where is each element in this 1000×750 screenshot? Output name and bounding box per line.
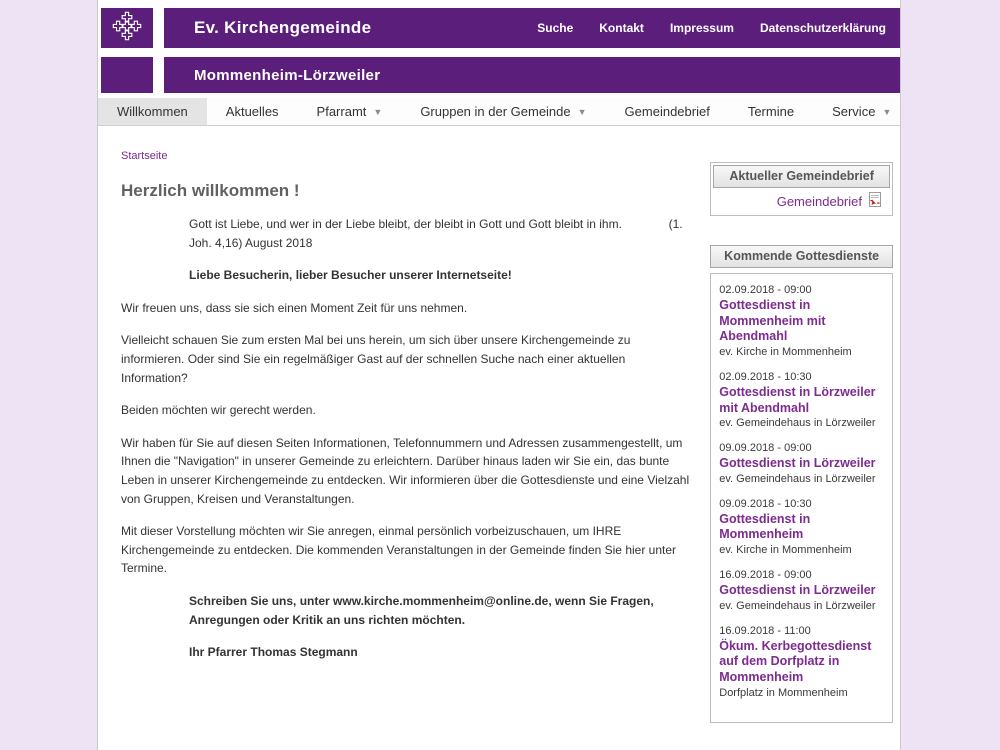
- nav-item-label: Pfarramt: [316, 104, 367, 119]
- service-date: 09.09.2018 - 09:00: [719, 442, 812, 455]
- church-logo[interactable]: [101, 8, 153, 48]
- nav-item-gruppen[interactable]: [401, 98, 605, 125]
- nav-item-aktuelles[interactable]: [207, 98, 298, 125]
- nav-item-label: Service: [832, 104, 876, 119]
- service-title-link[interactable]: Gottesdienst in Lörzweiler mit Abendmahl: [719, 384, 876, 415]
- services-list: [710, 273, 893, 723]
- chevron-down-icon: ▼: [373, 106, 383, 117]
- newsletter-link-row: [713, 188, 890, 213]
- header-row-1: [101, 8, 900, 48]
- paragraph: Wir freuen uns, dass sie sich einen Moment Zeit für uns nehmen.: [121, 300, 468, 315]
- main-nav: [98, 98, 900, 126]
- service-date: 02.09.2018 - 09:00: [719, 284, 812, 296]
- content-area: [98, 126, 900, 723]
- nav-item-service[interactable]: [813, 98, 910, 125]
- top-link-kontakt[interactable]: Kontakt: [599, 21, 644, 35]
- breadcrumb: [121, 146, 690, 164]
- service-title-link[interactable]: Gottesdienst in Mommenheim mit Abendmahl: [719, 298, 826, 344]
- service-title-link[interactable]: Ökum. Kerbegottesdienst auf dem Dorfplatz in Mommenheim: [719, 638, 872, 684]
- top-link-suche[interactable]: Suche: [537, 21, 574, 35]
- pdf-icon[interactable]: [868, 192, 882, 210]
- nav-item-label: Gruppen in der Gemeinde: [420, 104, 571, 119]
- nav-item-label: Gemeindebrief: [624, 104, 710, 119]
- paragraph: Vielleicht schauen Sie zum ersten Mal bei uns herein, um sich über unsere Kirchengemeinde zu informieren. Oder sind Sie ein regelmäßiger Gast auf der schnellen Suche nach einer aktuellen Information?: [121, 333, 631, 385]
- service-item: [719, 625, 884, 699]
- nav-item-termine[interactable]: [729, 98, 813, 125]
- nav-item-gemeindebrief[interactable]: [606, 98, 729, 125]
- paragraph: Ihr Pfarrer Thomas Stegmann: [189, 645, 358, 660]
- header-divider: [153, 8, 164, 48]
- service-item: [719, 498, 884, 556]
- newsletter-box-title: Aktueller Gemeindebrief: [713, 165, 890, 188]
- paragraph: Liebe Besucherin, lieber Besucher unserer Internetseite!: [189, 268, 512, 283]
- header-row-2: [101, 57, 900, 93]
- service-location: Dorfplatz in Mommenheim: [719, 686, 848, 699]
- paragraph: Gott ist Liebe, und wer in der Liebe bleibt, der bleibt in Gott und Gott bleibt in ihm. (1. Joh. 4,16) August 2018: [189, 217, 686, 250]
- sidebar: [710, 162, 893, 723]
- service-location: ev. Kirche in Mommenheim: [719, 544, 852, 556]
- site-subtitle: Mommenheim-Lörzweiler: [194, 66, 381, 84]
- nav-item-label: Termine: [747, 104, 795, 119]
- service-title-link[interactable]: Gottesdienst in Lörzweiler: [719, 583, 876, 597]
- service-item: [719, 569, 884, 612]
- service-location: ev. Kirche in Mommenheim: [719, 345, 852, 358]
- header-title-band: [164, 8, 900, 48]
- service-item: [719, 371, 884, 429]
- nav-item-pfarramt[interactable]: [298, 98, 402, 125]
- chevron-down-icon: ▼: [577, 106, 587, 117]
- ekd-cross-icon: [110, 9, 144, 48]
- service-location: ev. Gemeindehaus in Lörzweiler: [719, 599, 876, 612]
- services-box-title: Kommende Gottesdienste: [710, 245, 893, 268]
- top-link-impressum[interactable]: Impressum: [669, 21, 734, 35]
- service-item: [719, 442, 884, 485]
- header-subtitle-band: [164, 57, 900, 93]
- paragraph: Mit dieser Vorstellung möchten wir Sie anregen, einmal persönlich vorbeizuschauen, um IHRE Kirchengemeinde zu entdecken. Die kommenden Veranstaltungen in der Gemeinde finden Sie hier unter Termine.: [121, 524, 677, 576]
- paragraph: Beiden möchten wir gerecht werden.: [121, 403, 316, 418]
- breadcrumb-startseite[interactable]: Startseite: [121, 150, 168, 162]
- site-title: Ev. Kirchengemeinde: [194, 18, 372, 37]
- nav-item-willkommen[interactable]: [98, 98, 207, 125]
- header-divider: [153, 57, 164, 93]
- main-column: [121, 146, 690, 723]
- paragraph: Wir haben für Sie auf diesen Seiten Informationen, Telefonnummern und Adressen zusammengestellt, um Ihnen die "Navigation" in unserer Gemeinde zu erleichtern. Darüber hinaus laden wir Sie ein, das bunte Leben in unserer Kirchengemeinde zu entdecken. Wir informieren über die Gottesdienste und eine Vielzahl von Gruppen, Kreisen und Veranstaltungen.: [121, 435, 690, 506]
- service-date: 02.09.2018 - 10:30: [719, 370, 812, 383]
- service-title-link[interactable]: Gottesdienst in Mommenheim: [719, 511, 811, 542]
- top-link-datenschutz[interactable]: Datenschutzerklärung: [759, 21, 886, 35]
- paragraph: Schreiben Sie uns, unter www.kirche.mommenheim@online.de, wenn Sie Fragen, Anregungen oder Kritik an uns richten möchten.: [189, 593, 657, 627]
- chevron-down-icon: ▼: [882, 106, 892, 117]
- service-location: ev. Gemeindehaus in Lörzweiler: [719, 417, 876, 430]
- gemeindebrief-link[interactable]: Gemeindebrief: [776, 193, 862, 209]
- nav-item-label: Aktuelles: [225, 104, 279, 119]
- service-date: 16.09.2018 - 09:00: [719, 569, 812, 581]
- header-left-block: [101, 57, 153, 93]
- service-location: ev. Gemeindehaus in Lörzweiler: [719, 472, 876, 485]
- top-nav: [537, 21, 886, 35]
- service-title-link[interactable]: Gottesdienst in Lörzweiler: [719, 456, 876, 471]
- service-item: [719, 284, 884, 358]
- page-container: [97, 0, 901, 750]
- service-date: 09.09.2018 - 10:30: [719, 497, 812, 510]
- page-title: Herzlich willkommen !: [121, 181, 300, 200]
- service-date: 16.09.2018 - 11:00: [719, 624, 811, 637]
- newsletter-box: [710, 162, 893, 216]
- nav-item-label: Willkommen: [117, 104, 188, 119]
